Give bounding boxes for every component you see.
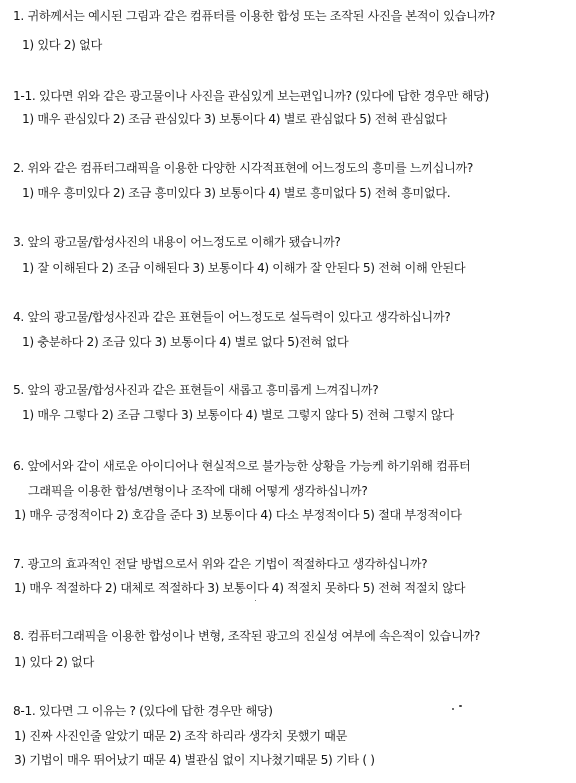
options-question-5: 1) 매우 그렇다 2) 조금 그렇다 3) 보통이다 4) 별로 그렇지 않다 5) 전혀 그렇지 않다 xyxy=(22,408,454,422)
options-question-8-1-line-1: 1) 진짜 사진인줄 알았기 때문 2) 조작 하리라 생각치 못했기 때문 xyxy=(14,729,348,743)
scan-speck xyxy=(452,708,454,710)
question-8-1: 8-1. 있다면 그 이유는 ? (있다에 답한 경우만 해당) xyxy=(13,704,273,718)
question-3: 3. 앞의 광고물/합성사진의 내용이 어느정도로 이해가 됐습니까? xyxy=(13,235,341,249)
question-7: 7. 광고의 효과적인 전달 방법으로서 위와 같은 기법이 적절하다고 생각하십니까? xyxy=(13,557,428,571)
question-1-1: 1-1. 있다면 위와 같은 광고물이나 사진을 관심있게 보는편입니까? (있다에 답한 경우만 해당) xyxy=(13,89,489,103)
options-question-8-1-line-2: 3) 기법이 매우 뛰어났기 때문 4) 별관심 없이 지나쳤기때문 5) 기타 ( ) xyxy=(14,753,375,767)
options-question-1-1: 1) 매우 관심있다 2) 조금 관심있다 3) 보통이다 4) 별로 관심없다 5) 전혀 관심없다 xyxy=(22,112,447,126)
options-question-7: 1) 매우 적절하다 2) 대체로 적절하다 3) 보통이다 4) 적절치 못하다 5) 전혀 적절치 않다 xyxy=(14,581,466,595)
options-question-2: 1) 매우 흥미있다 2) 조금 흥미있다 3) 보통이다 4) 별로 흥미없다 5) 전혀 흥미없다. xyxy=(22,186,451,200)
options-question-1: 1) 있다 2) 없다 xyxy=(22,38,102,52)
question-2: 2. 위와 같은 컴퓨터그래픽을 이용한 다양한 시각적표현에 어느정도의 흥미를 느끼십니까? xyxy=(13,161,473,175)
scan-speck xyxy=(255,600,256,601)
question-6-continued: 그래픽을 이용한 합성/변형이나 조작에 대해 어떻게 생각하십니까? xyxy=(28,484,368,498)
question-4: 4. 앞의 광고물/합성사진과 같은 표현들이 어느정도로 설득력이 있다고 생각하십니까? xyxy=(13,310,451,324)
question-6: 6. 앞에서와 같이 새로운 아이디어나 현실적으로 불가능한 상황을 가능케 하기위해 컴퓨터 xyxy=(13,459,471,473)
options-question-8: 1) 있다 2) 없다 xyxy=(14,655,94,669)
options-question-4: 1) 충분하다 2) 조금 있다 3) 보통이다 4) 별로 없다 5)전혀 없다 xyxy=(22,335,349,349)
options-question-3: 1) 잘 이해된다 2) 조금 이해된다 3) 보통이다 4) 이해가 잘 안된다 5) 전혀 이해 안된다 xyxy=(22,261,466,275)
question-1: 1. 귀하께서는 예시된 그림과 같은 컴퓨터를 이용한 합성 또는 조작된 사진을 본적이 있습니까? xyxy=(13,9,495,23)
question-5: 5. 앞의 광고물/합성사진과 같은 표현들이 새롭고 흥미롭게 느껴집니까? xyxy=(13,383,379,397)
options-question-6: 1) 매우 긍정적이다 2) 호감을 준다 3) 보통이다 4) 다소 부정적이다 5) 절대 부정적이다 xyxy=(14,508,462,522)
question-8: 8. 컴퓨터그래픽을 이용한 합성이나 변형, 조작된 광고의 진실성 여부에 속은적이 있습니까? xyxy=(13,629,481,643)
scan-speck xyxy=(459,705,462,707)
